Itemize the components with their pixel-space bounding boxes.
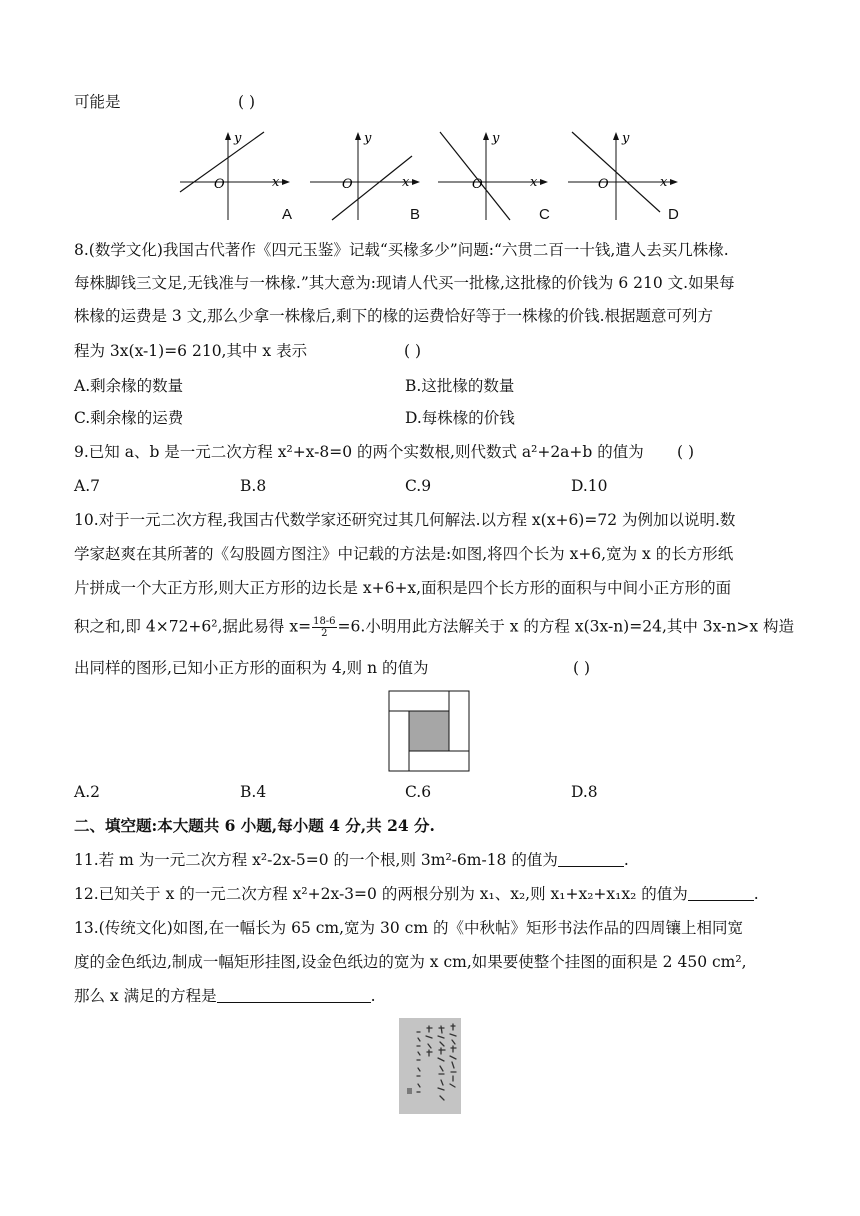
- answer-blank[interactable]: [558, 850, 624, 867]
- graph-d-label: D: [668, 206, 679, 223]
- q11-line: 11.若 m 为一元二次方程 x²-2x-5=0 的一个根,则 3m²-6m-18 的值为 .: [74, 851, 629, 869]
- x-axis-label: x: [660, 175, 668, 190]
- graph-b-label: B: [410, 206, 421, 223]
- calligraphy-image: [399, 1018, 461, 1114]
- x-axis-label: x: [272, 175, 280, 190]
- q12-line: 12.已知关于 x 的一元二次方程 x²+2x-3=0 的两根分别为 x₁、x₂,则 x₁+x₂+x₁x₂ 的值为 .: [74, 885, 759, 903]
- q10-line-3: 片拼成一个大正方形,则大正方形的边长是 x+6+x,面积是四个长方形的面积与中间小正方形的面: [74, 579, 732, 597]
- y-axis-label: y: [492, 131, 500, 146]
- q8-answer-paren: ( ): [404, 342, 422, 360]
- q10-line-1: 10.对于一元二次方程,我国古代数学家还研究过其几何解法.以方程 x(x+6)=72 为例加以说明.数: [74, 511, 736, 529]
- q13-line-2: 度的金色纸边,制成一幅矩形挂图,设金色纸边的宽为 x cm,如果要使整个挂图的面积是 2 450 cm²,: [74, 953, 747, 971]
- q10-answer-paren: ( ): [573, 659, 591, 677]
- q8-line-2: 每株脚钱三文足,无钱准与一株椽.”其大意为:现请人代买一批椽,这批椽的价钱为 6 210 文.如果每: [74, 274, 735, 292]
- q10-option-d: D.8: [571, 783, 598, 801]
- q9-option-a: A.7: [74, 477, 100, 495]
- q10-line-4: 积之和,即 4×72+6²,据此易得 x= $\frac{18-6}{2}$ =6.小明用此方法解关于 x 的方程 x(3x-n)=24,其中 3x-n>x 构造: [74, 616, 795, 639]
- origin-label: O: [342, 177, 353, 192]
- q10-option-a: A.2: [74, 783, 100, 801]
- q9-answer-paren: ( ): [677, 443, 695, 461]
- q8-line-1: 8.(数学文化)我国古代著作《四元玉鉴》记载“买椽多少”问题:“六贯二百一十钱,遣人去买几株椽.: [74, 241, 729, 259]
- q10-option-b: B.4: [240, 783, 267, 801]
- square-diagram: [388, 690, 470, 772]
- answer-blank[interactable]: [688, 884, 754, 901]
- q10-option-c: C.6: [405, 783, 432, 801]
- q7-answer-paren: ( ): [238, 93, 256, 111]
- y-axis-label: y: [622, 131, 630, 146]
- q8-line-4: 程为 3x(x-1)=6 210,其中 x 表示: [74, 342, 308, 360]
- x-axis-label: x: [402, 175, 410, 190]
- q13-line-1: 13.(传统文化)如图,在一幅长为 65 cm,宽为 30 cm 的《中秋帖》矩形书法作品的四周镶上相同宽: [74, 919, 743, 937]
- q8-option-c: C.剩余椽的运费: [74, 409, 184, 427]
- origin-label: O: [472, 177, 483, 192]
- origin-label: O: [214, 177, 225, 192]
- x-axis-label: x: [530, 175, 538, 190]
- fraction: $\frac{18-6}{2}$: [313, 616, 336, 639]
- q9-option-d: D.10: [571, 477, 608, 495]
- q10-line-2: 学家赵爽在其所著的《勾股圆方图注》中记载的方法是:如图,将四个长为 x+6,宽为 x 的长方形纸: [74, 545, 734, 563]
- q9-option-c: C.9: [405, 477, 432, 495]
- graph-c-label: C: [539, 206, 550, 223]
- answer-blank[interactable]: [217, 986, 371, 1003]
- q7-text: 可能是: [74, 93, 121, 111]
- graph-a-label: A: [282, 206, 293, 223]
- q8-option-a: A.剩余椽的数量: [74, 377, 184, 395]
- inner-square: [409, 711, 449, 751]
- q9-line: 9.已知 a、b 是一元二次方程 x²+x-8=0 的两个实数根,则代数式 a²+2a+b 的值为: [74, 443, 644, 461]
- y-axis-label: y: [364, 131, 372, 146]
- y-axis-label: y: [234, 131, 242, 146]
- q8-line-3: 株椽的运费是 3 文,那么少拿一株椽后,剩下的椽的运费恰好等于一株椽的价钱.根据题意可列方: [74, 307, 713, 325]
- q8-option-d: D.每株椽的价钱: [405, 409, 515, 427]
- origin-label: O: [598, 177, 609, 192]
- q8-option-b: B.这批椽的数量: [405, 377, 515, 395]
- q10-line-5: 出同样的图形,已知小正方形的面积为 4,则 n 的值为: [74, 659, 429, 677]
- section-2-heading: 二、填空题:本大题共 6 小题,每小题 4 分,共 24 分.: [74, 816, 435, 835]
- q9-option-b: B.8: [240, 477, 267, 495]
- q13-line-3: 那么 x 满足的方程是 .: [74, 987, 376, 1005]
